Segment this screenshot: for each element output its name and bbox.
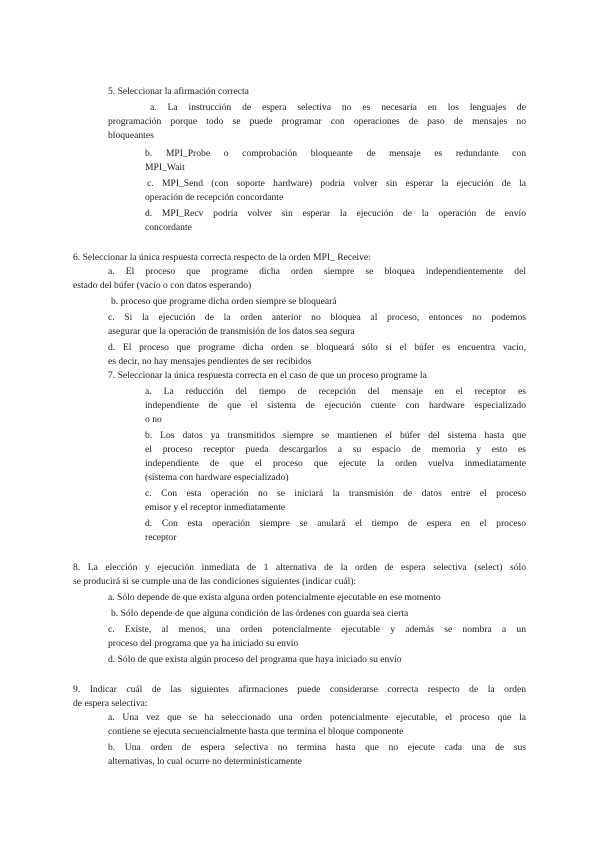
q7-option-a-line1: a. La reducción del tiempo de recepción del mensaje en el receptor es bbox=[145, 386, 526, 397]
q9-option-b-line1: b. Una orden de espera selectiva no termina hasta que no ejecute cada una de sus bbox=[108, 742, 526, 753]
q8-option-c-line2: proceso del programa que ya ha iniciado su envío bbox=[108, 638, 299, 649]
q7-option-b-line4: (sistema con hardware especializado) bbox=[145, 472, 289, 483]
q9-option-b-line2: alternativas, lo cual ocurre no determinísticamente bbox=[108, 756, 302, 767]
q8-option-d: d. Sólo de que exista algún proceso del programa que haya iniciado su envío bbox=[108, 654, 402, 665]
q7-option-b-line2: el proceso receptor pueda descargarlos a su espacio de memoria y esto es bbox=[145, 444, 526, 455]
q8-option-b: b. Sólo depende de que alguna condición de las órdenes con guarda sea cierta bbox=[111, 608, 409, 619]
q9-title-line1: 9. Indicar cuál de las siguientes afirmaciones puede considerarse correcta respecto de la orden bbox=[73, 684, 526, 695]
q7-option-a-line3: o no bbox=[145, 414, 162, 425]
q7-title: 7. Seleccionar la única respuesta correcta en el caso de que un proceso programe la bbox=[108, 370, 427, 381]
q8-option-a: a. Sólo depende de que exista alguna orden potencialmente ejecutable en ese momento bbox=[108, 592, 441, 603]
q5-option-b-line1: b. MPI_Probe o comprobación bloqueante de mensaje es redundante con bbox=[145, 148, 526, 159]
q9-title-line2: de espera selectiva: bbox=[73, 698, 148, 709]
q6-option-c-line1: c. Si la ejecución de la orden anterior no bloquea al proceso, entonces no podemos bbox=[108, 312, 526, 323]
q5-option-a-line1: a. La instrucción de espera selectiva no es necesaria en los lenguajes de bbox=[150, 102, 526, 113]
q5-option-a-line3: bloqueantes bbox=[108, 130, 154, 141]
q5-title: 5. Seleccionar la afirmación correcta bbox=[108, 86, 249, 97]
q7-option-c-line2: emisor y el receptor inmediatamente bbox=[145, 502, 286, 513]
q8-title-line2: se producirá si se cumple una de las condiciones siguientes (indicar cuál): bbox=[73, 576, 357, 587]
q7-option-d-line1: d. Con esta operación siempre se anulará el tiempo de espera en el proceso bbox=[145, 518, 526, 529]
q6-option-a-line1: a. El proceso que programe dicha orden siempre se bloquea independientemente del bbox=[108, 266, 526, 277]
q7-option-a-line2: independiente de que el sistema de ejecución cuente con hardware especializado bbox=[145, 400, 526, 411]
q9-option-a-line1: a. Una vez que se ha seleccionado una orden potencialmente ejecutable, el proceso que la bbox=[108, 712, 526, 723]
q7-option-d-line2: receptor bbox=[145, 532, 177, 543]
q5-option-d-line2: concordante bbox=[145, 222, 192, 233]
q6-option-b: b. proceso que programe dicha orden siempre se bloqueará bbox=[111, 296, 337, 307]
q6-title: 6. Seleccionar la única respuesta correcta respecto de la orden MPI_ Receive: bbox=[73, 252, 371, 263]
q6-option-d-line2: es decir, no hay mensajes pendientes de ser recibidos bbox=[108, 356, 312, 367]
q6-option-a-line2: estado del búfer (vacío o con datos esperando) bbox=[73, 280, 252, 291]
q7-option-c-line1: c. Con esta operación no se iniciará la transmisión de datos entre el proceso bbox=[145, 488, 526, 499]
q6-option-d-line1: d. El proceso que programe dicha orden se bloqueará sólo si el búfer es encuentra vacío, bbox=[108, 342, 526, 353]
q5-option-b-line2: MPI_Wait bbox=[145, 162, 185, 173]
q5-option-c-line2: operación de recepción concordante bbox=[145, 192, 284, 203]
q6-option-c-line2: asegurar que la operación de transmisión de los datos sea segura bbox=[108, 326, 355, 337]
q8-option-c-line1: c. Existe, al menos, una orden potencialmente ejecutable y además se nombra a un bbox=[108, 624, 526, 635]
q5-option-d-line1: d. MPI_Recv podría volver sin esperar la ejecución de la operación de envío bbox=[145, 208, 526, 219]
q5-option-c-line1: c. MPI_Send (con soporte hardware) podría volver sin esperar la ejecución de la bbox=[147, 178, 526, 189]
q8-title-line1: 8. La elección y ejecución inmediata de 1 alternativa de la orden de espera selectiva (select) sólo bbox=[73, 562, 526, 573]
q5-option-a-line2: programación porque todo se puede programar con operaciones de paso de mensajes no bbox=[108, 116, 526, 127]
q7-option-b-line1: b. Los datos ya transmitidos siempre se mantienen el búfer del sistema hasta que bbox=[145, 430, 526, 441]
q7-option-b-line3: independiente de que el proceso que ejecute la orden vuelva inmediatamente bbox=[145, 458, 526, 469]
q9-option-a-line2: contiene se ejecuta secuencialmente hasta que termina el bloque componente bbox=[108, 726, 404, 737]
